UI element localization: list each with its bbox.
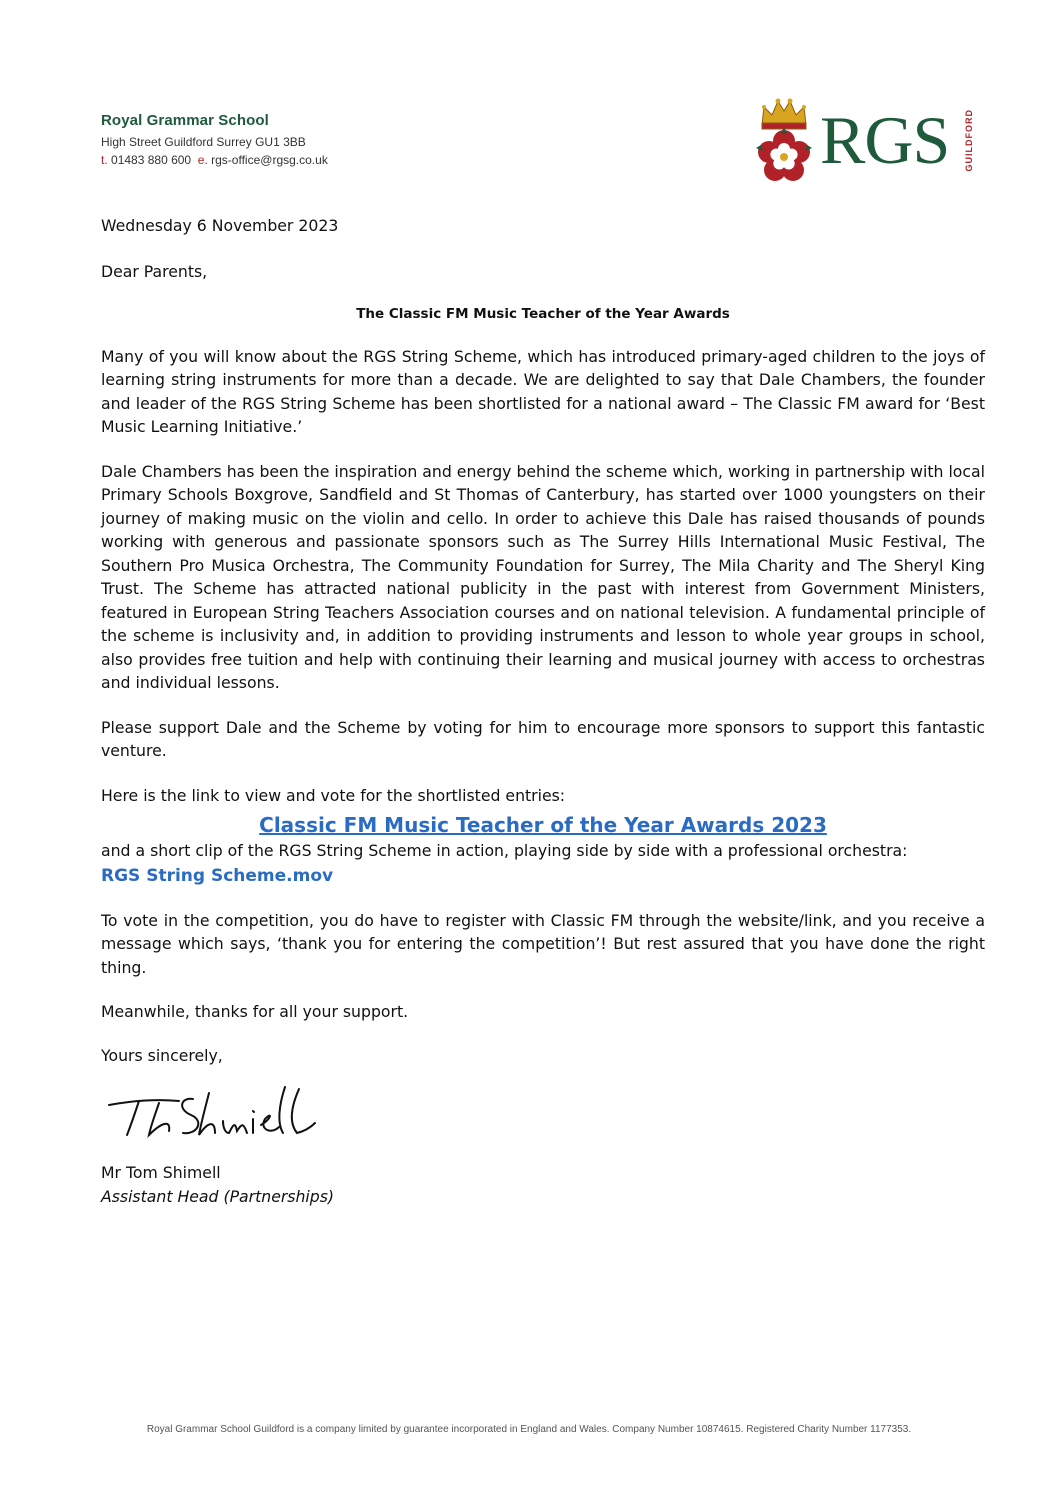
paragraph-support: Please support Dale and the Scheme by voting for him to encourage more sponsors to support this fantastic venture.	[101, 717, 985, 760]
salutation: Dear Parents,	[101, 261, 208, 281]
paragraph-details: Dale Chambers has been the inspiration and energy behind the scheme which, working in partnership with local Primary Schools Boxgrove, Sandfield and St Thomas of Canterbury, has started over 1000 youngsters on their journey of making music on the violin and cello. In order to achieve this Dale has raised thousands of pounds working with generous and passionate sponsors such as The Surrey Hills International Music Festival, The Southern Pro Musica Orchestra, The Community Foundation for Surrey, The Mila Charity and The Sheryl King Trust. The Scheme has attracted national publicity in the past with interest from Government Ministers, featured in European String Teachers Association courses and on national television. A fundamental principle of the scheme is inclusivity and, in addition to providing instruments and lesson to whole year groups in school, also provides free tuition and help with continuing their learning and musical journey with access to orchestras and individual lessons.	[101, 461, 985, 692]
letter-body	[101, 214, 985, 1208]
phone-number: 01483 880 600	[111, 153, 192, 167]
school-name: Royal Grammar School	[101, 112, 269, 129]
phone-prefix: t.	[101, 153, 108, 167]
email-address: rgs-office@rgsg.co.uk	[211, 153, 328, 167]
awards-vote-link[interactable]: Classic FM Music Teacher of the Year Awards 2023	[259, 813, 827, 837]
contact-line	[101, 153, 328, 167]
paragraph-voting: To vote in the competition, you do have to register with Classic FM through the website/link, and you receive a message which says, ‘thank you for entering the competition’! But rest assured that you have done the right thing.	[101, 910, 985, 977]
signer-title: Assistant Head (Partnerships)	[101, 1186, 335, 1206]
signer-name: Mr Tom Shimell	[101, 1163, 221, 1182]
string-scheme-video-link[interactable]: RGS String Scheme.mov	[101, 865, 334, 886]
letterhead	[101, 112, 328, 167]
link-intro: Here is the link to view and vote for the shortlisted entries:	[101, 785, 566, 805]
logo-wordmark: RGS	[820, 102, 950, 178]
handwritten-signature	[101, 1079, 321, 1143]
school-address: High Street Guildford Surrey GU1 3BB	[101, 135, 306, 149]
letter-date: Wednesday 6 November 2023	[101, 216, 339, 235]
rgs-logo	[752, 95, 982, 185]
email-prefix: e.	[197, 153, 208, 167]
letter-subject: The Classic FM Music Teacher of the Year Awards	[356, 306, 730, 322]
closing-line: Meanwhile, thanks for all your support.	[101, 1002, 409, 1021]
clip-intro: and a short clip of the RGS String Scheme in action, playing side by side with a professional orchestra:	[101, 841, 908, 860]
crowned-tudor-rose-icon	[752, 95, 816, 187]
logo-subtext: GUILDFORD	[964, 109, 974, 172]
company-footer: Royal Grammar School Guildford is a company limited by guarantee incorporated in England and Wales. Company Number 10874615. Registered Charity Number 1177353.	[146, 1424, 912, 1435]
signoff: Yours sincerely,	[101, 1045, 223, 1065]
paragraph-intro: Many of you will know about the RGS String Scheme, which has introduced primary-aged children to the joys of learning string instruments for more than a decade. We are delighted to say that Dale Chambers, the founder and leader of the RGS String Scheme has been shortlisted for a national award – The Classic FM award for ‘Best Music Learning Initiative.’	[101, 346, 985, 436]
